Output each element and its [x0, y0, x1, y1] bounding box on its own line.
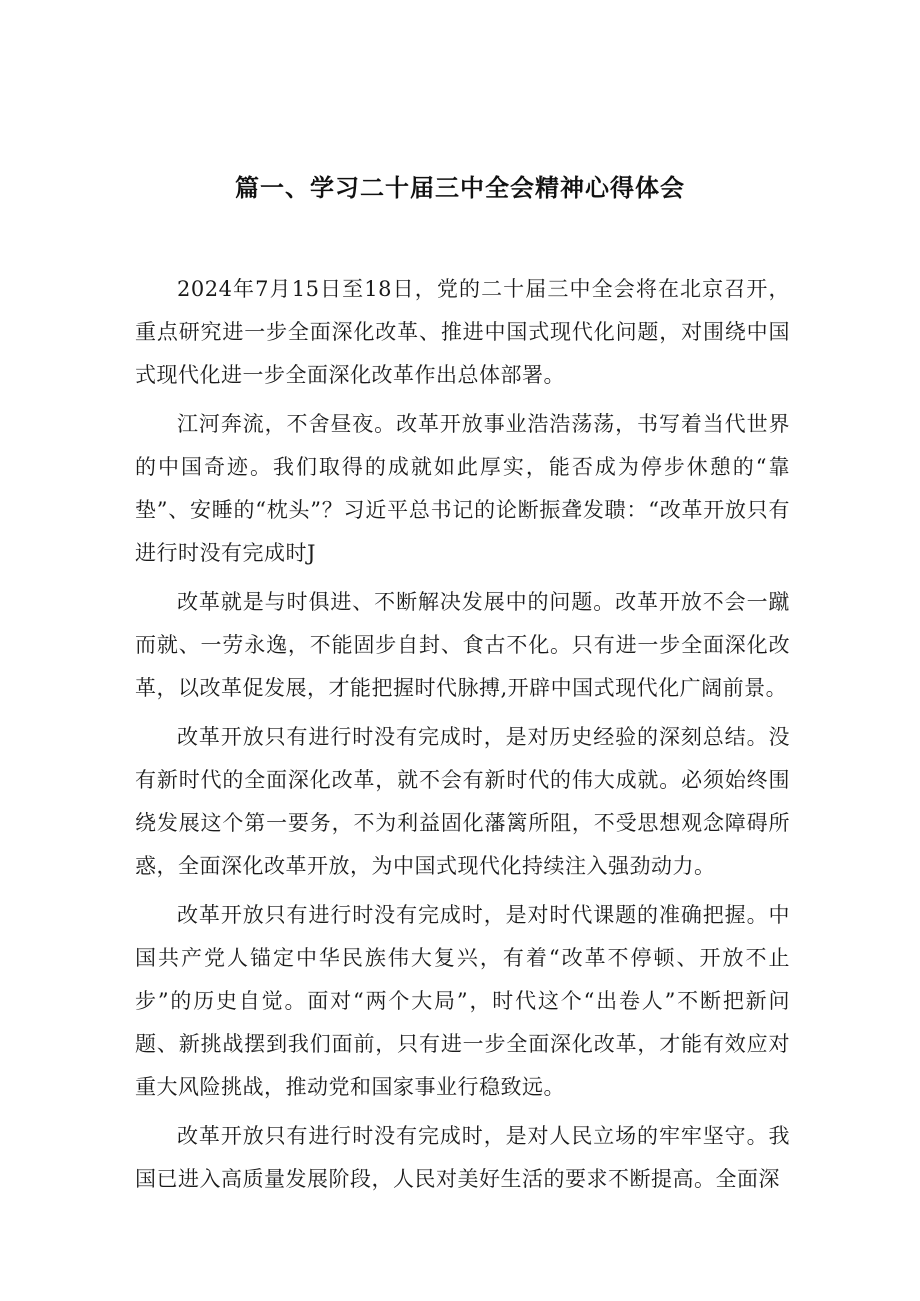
paragraph: 改革开放只有进行时没有完成时，是对时代课题的准确把握。中国共产党人锚定中华民族伟大复兴，有着“改革不停顿、开放不止步”的历史自觉。面对“两个大局”，时代这个“出卷人”不断把新问题、新挑战摆到我们面前，只有进一步全面深化改革，才能有效应对重大风险挑战，推动党和国家事业行稳致远。	[135, 903, 790, 1099]
paragraph: 改革就是与时俱进、不断解决发展中的问题。改革开放不会一蹴而就、一劳永逸，不能固步自封、食古不化。只有进一步全面深化改革，以改革促发展，才能把握时代脉搏,开辟中国式现代化广阔前景。	[135, 590, 790, 700]
paragraph: 江河奔流，不舍昼夜。改革开放事业浩浩荡荡，书写着当代世界的中国奇迹。我们取得的成就如此厚实，能否成为停步休憩的“靠垫”、安睡的“枕头”？习近平总书记的论断振聋发聩：“改革开放只有进行时没有完成时J	[135, 412, 790, 565]
document-body	[135, 268, 790, 1207]
paragraph: 改革开放只有进行时没有完成时，是对人民立场的牢牢坚守。我国已进入高质量发展阶段，人民对美好生活的要求不断提高。全面深	[135, 1124, 790, 1191]
document-title: 篇一、学习二十届三中全会精神心得体会	[235, 174, 685, 202]
paragraph: 2024年7月15日至18日，党的二十届三中全会将在北京召开，重点研究进一步全面深化改革、推进中国式现代化问题，对围绕中国式现代化进一步全面深化改革作出总体部署。	[135, 277, 790, 387]
paragraph: 改革开放只有进行时没有完成时，是对历史经验的深刻总结。没有新时代的全面深化改革，就不会有新时代的伟大成就。必须始终围绕发展这个第一要务，不为利益固化藩篱所阻，不受思想观念障碍所惑，全面深化改革开放，为中国式现代化持续注入强劲动力。	[135, 725, 790, 878]
